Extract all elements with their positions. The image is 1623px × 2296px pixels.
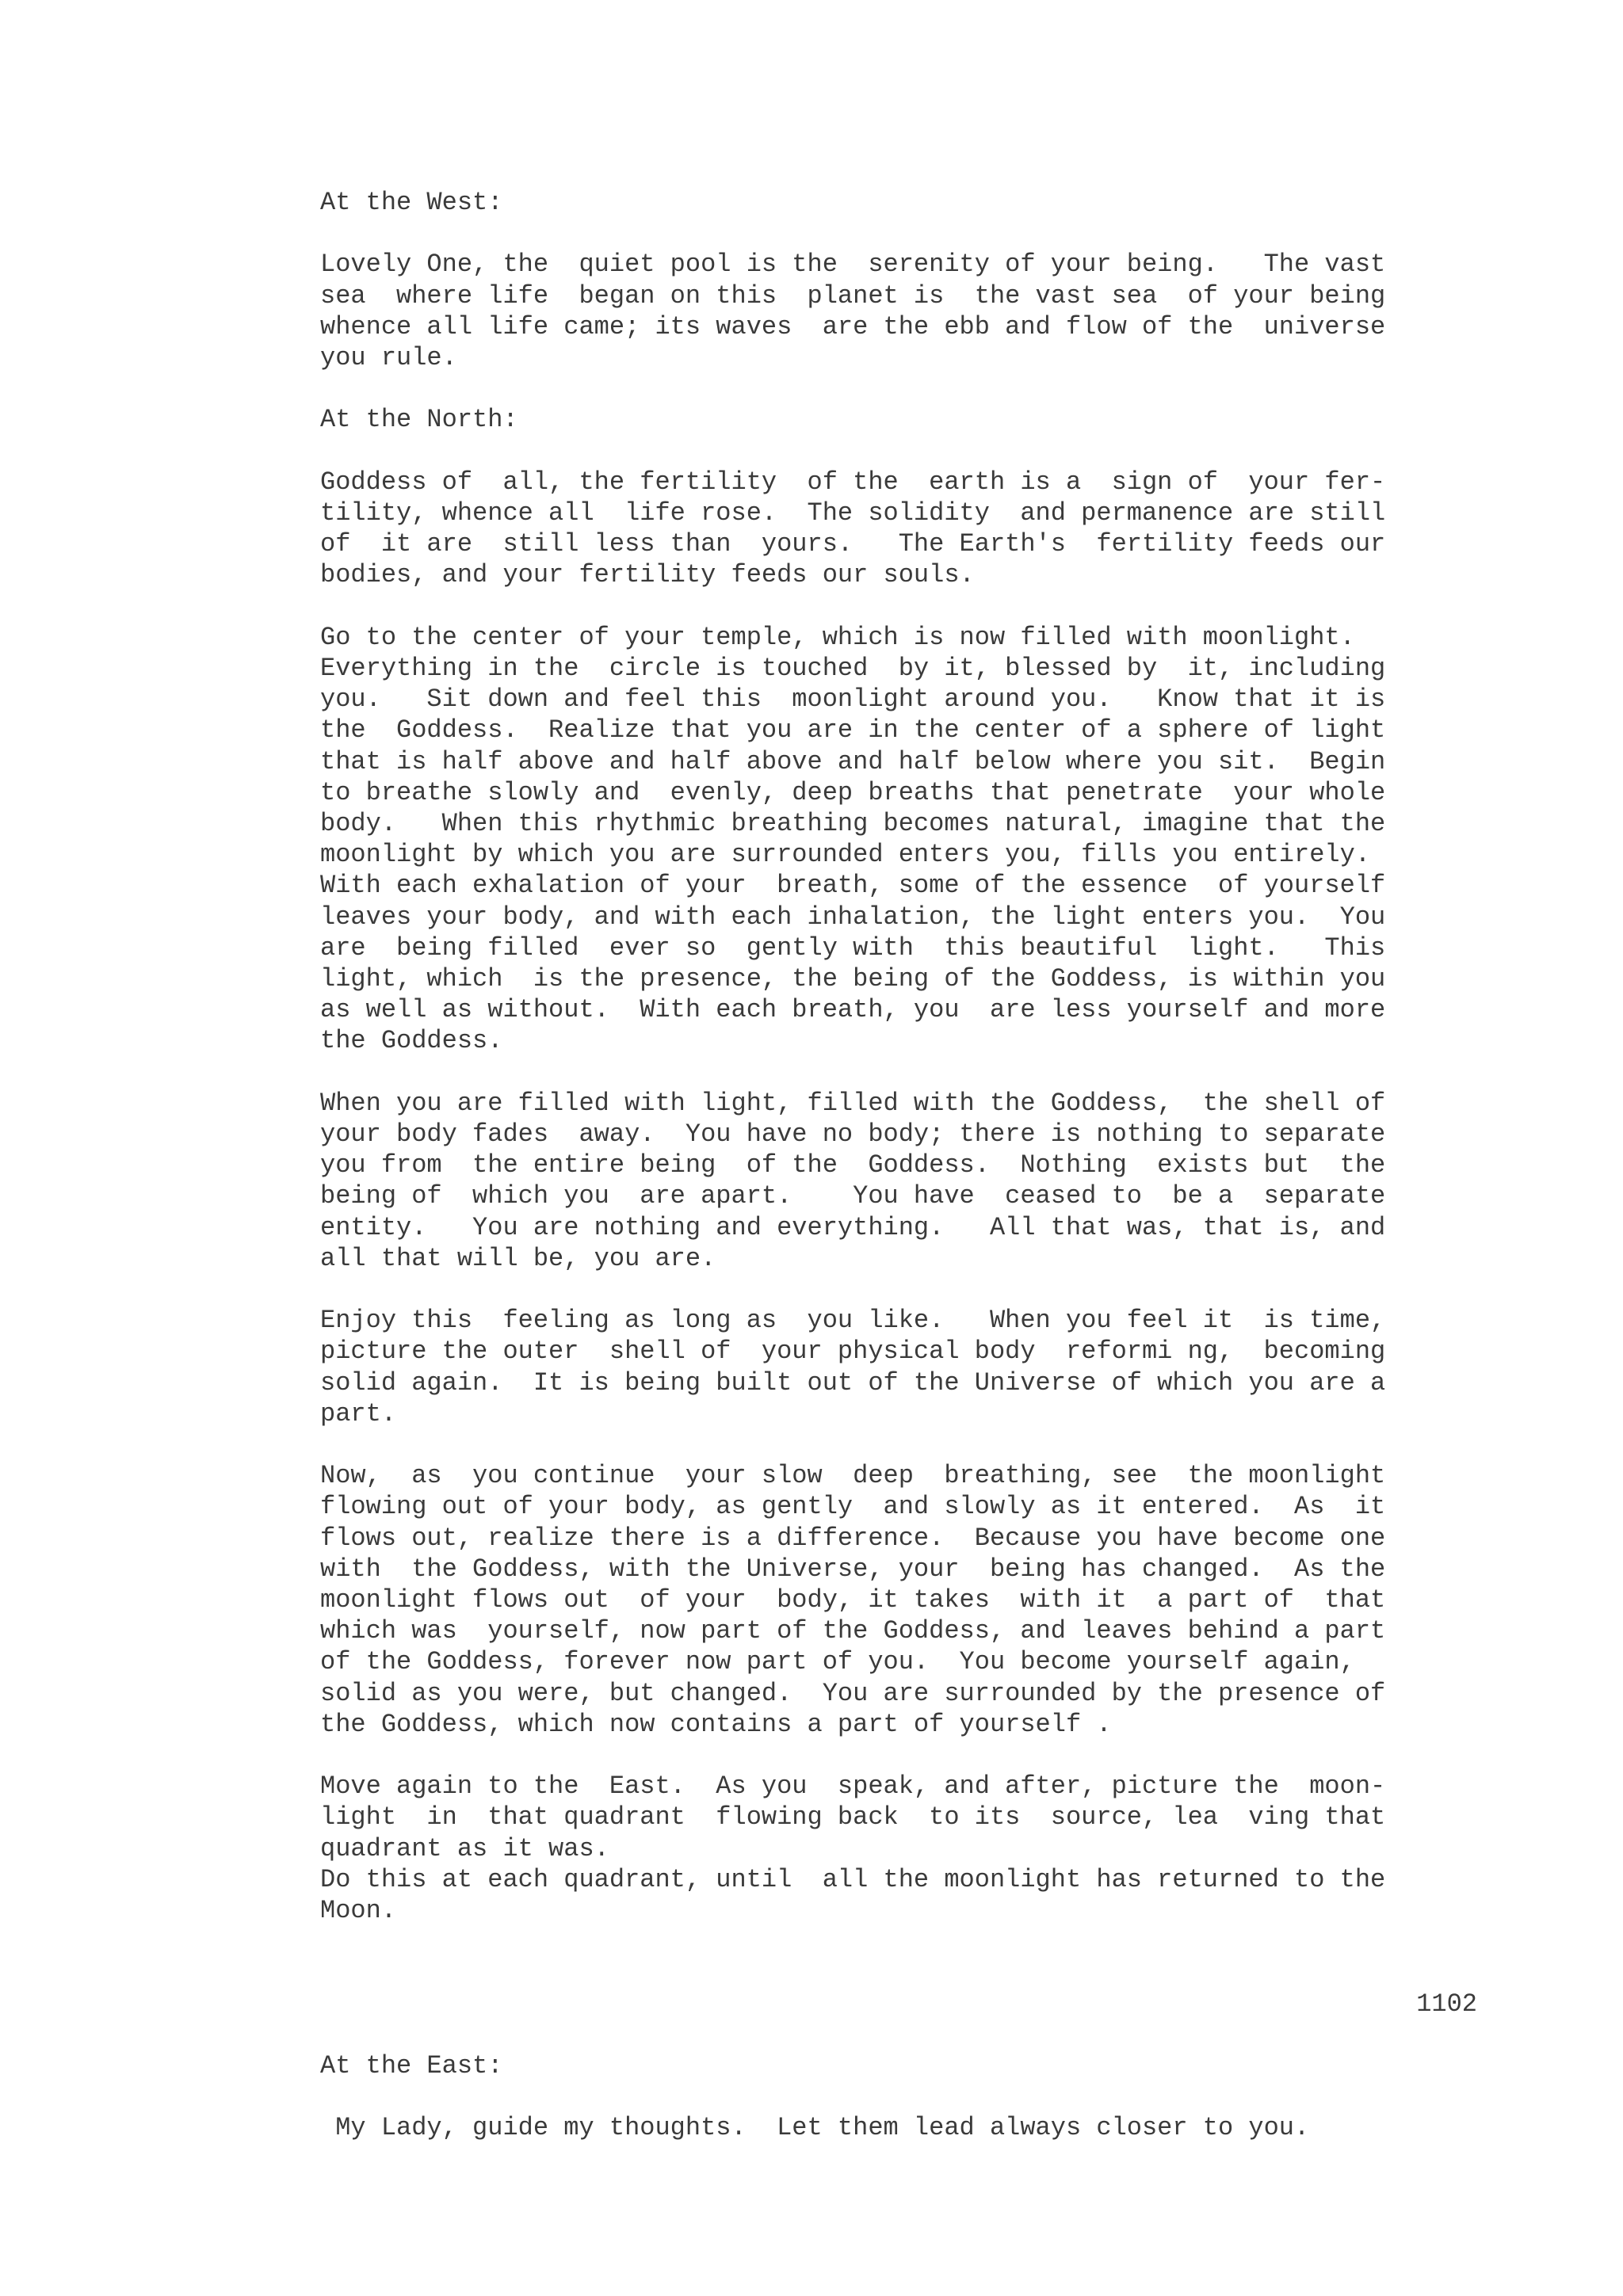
north-heading: At the North: [320, 405, 518, 435]
document-page [320, 187, 1477, 2144]
filled-paragraph: When you are filled with light, filled with the Goddess, the shell of your body fades away. You have no body; there is nothing to separate you from the entire being of the Goddess. Nothing exists but the being of which you are apart. You have ceased to be a separate entity. You are nothing and everything. All that was, that is, and all that will be, you are. [320, 1088, 1386, 1273]
east-paragraph: My Lady, guide my thoughts. Let them lead always closer to you. [320, 2113, 1310, 2143]
now-paragraph: Now, as you continue your slow deep breathing, see the moonlight flowing out of your body, as gently and slowly as it entered. As it flows out, realize there is a difference. Because you have become one with the Goddess, with the Universe, your being has changed. As the moonlight flows out of your body, it takes with it a part of that which was yourself, now part of the Goddess, and leaves behind a part of the Goddess, forever now part of you. You become yourself again, solid as you were, but changed. You are surrounded by the presence of the Goddess, which now contains a part of yourself . [320, 1461, 1386, 1739]
move-paragraph: Move again to the East. As you speak, and after, picture the moon- light in that quadrant flowing back to its source, lea ving that quadrant as it was. Do this at each quadrant, until all the moonlight has returned to the Moon. [320, 1772, 1386, 1926]
page-number: 1102 [1416, 1989, 1477, 2019]
west-paragraph: Lovely One, the quiet pool is the serenity of your being. The vast sea where life began on this planet is the vast sea of your being whence all life came; its waves are the ebb and flow of the universe you rule. [320, 250, 1386, 372]
center-paragraph: Go to the center of your temple, which is now filled with moonlight. Everything in the circle is touched by it, blessed by it, including you. Sit down and feel this moonlight around you. Know that it is the Goddess. Realize that you are in the center of a sphere of light that is half above and half above and half below where you sit. Begin to breathe slowly and evenly, deep breaths that penetrate your whole body. When this rhythmic breathing becomes natural, imagine that the moonlight by which you are surrounded enters you, fills you entirely. With each exhalation of your breath, some of the essence of yourself leaves your body, and with each inhalation, the light enters you. You are being filled ever so gently with this beautiful light. This light, which is the presence, the being of the Goddess, is within you as well as without. With each breath, you are less yourself and more the Goddess. [320, 622, 1386, 1056]
west-heading: At the West: [320, 188, 503, 217]
east-heading: At the East: [320, 2051, 503, 2081]
enjoy-paragraph: Enjoy this feeling as long as you like. When you feel it is time, picture the outer shell of your physical body reformi ng, becoming solid again. It is being built out of the Universe of which you are a part. [320, 1306, 1386, 1428]
north-paragraph: Goddess of all, the fertility of the earth is a sign of your fer- tility, whence all life rose. The solidity and permanence are still of it are still less than yours. The Earth's fertility feeds our bodies, and your fertility feeds our souls. [320, 467, 1386, 590]
